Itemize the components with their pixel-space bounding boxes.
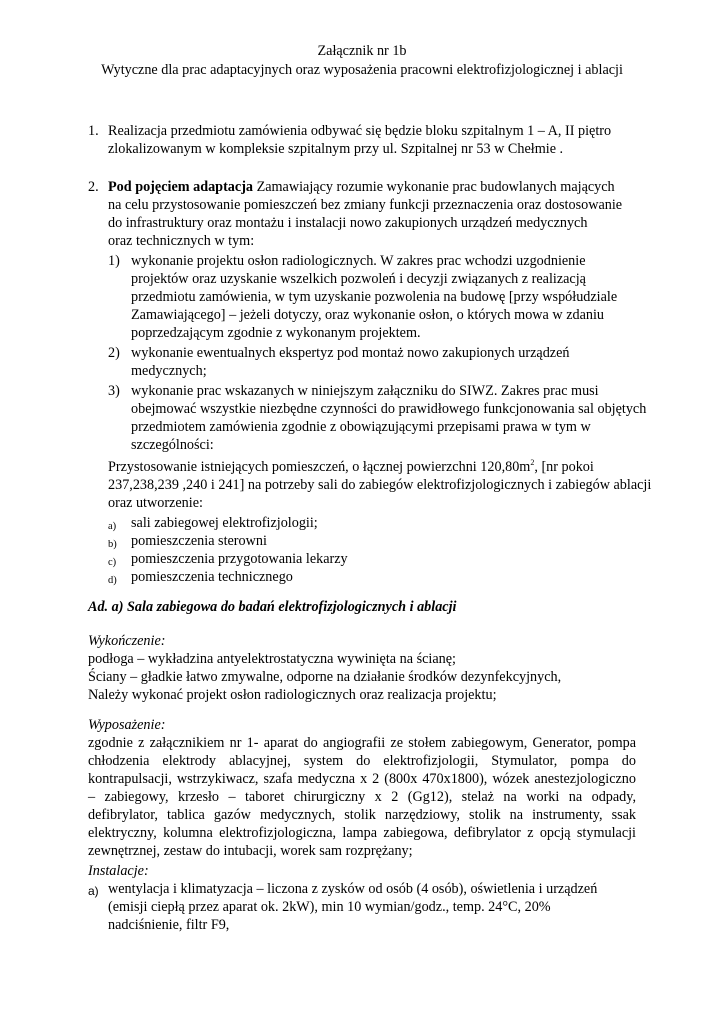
finish-line: Ściany – gładkie łatwo zmywalne, odporne na działanie środków dezynfekcyjnych, bbox=[88, 669, 562, 685]
equipment-line: chłodzenia elektrody ablacyjnej, system do elektrofizjologii, Stymulator, pompa do bbox=[88, 753, 636, 769]
finish-line: Należy wykonać projekt osłon radiologicznych oraz realizacja projektu; bbox=[88, 687, 497, 703]
subsection-label: Wykończenie: bbox=[88, 633, 166, 649]
item1-line: zlokalizowanym w kompleksie szpitalnym przy ul. Szpitalnej nr 53 w Chełmie . bbox=[108, 141, 564, 157]
adaptation-line: 237,238,239 ,240 i 241] na potrzeby sali do zabiegów elektrofizjologicznych i zabiegów ablacji bbox=[108, 477, 652, 493]
subitem-line: przedmiotu zamówienia, w tym uzyskanie pozwolenia na budowę [przy współudziale bbox=[131, 289, 618, 305]
subitem-line: wykonanie ewentualnych ekspertyz pod montaż nowo zakupionych urządzeń bbox=[131, 345, 570, 361]
item2-line bbox=[108, 178, 615, 196]
subitem-line: poprzedzającym zgodnie z wykonanym projektem. bbox=[131, 325, 421, 341]
installation-line: nadciśnienie, filtr F9, bbox=[108, 917, 230, 933]
item2-line: oraz technicznych w tym: bbox=[108, 233, 255, 249]
subitem-line: obejmować wszystkie niezbędne czynności do prawidłowego funkcjonowania sal objętych bbox=[131, 401, 647, 417]
item2-bold-lead: Pod pojęciem adaptacja bbox=[108, 179, 254, 195]
finish-line: podłoga – wykładzina antyelektrostatyczna wywinięta na ścianę; bbox=[88, 651, 456, 667]
equipment-line: elektryczny, kolumna elektrofizjologiczna, lampa zabiegowa, defibrylator z opcją stymulacji bbox=[88, 825, 636, 841]
item2-line: na celu przystosowanie pomieszczeń bez zmiany funkcji przeznaczenia oraz dostosowanie bbox=[108, 197, 623, 213]
room-letter: c) bbox=[108, 557, 117, 568]
equipment-line: zgodnie z załącznikiem nr 1- aparat do angiografii ze stołem zabiegowym, Generator, pompa bbox=[88, 735, 636, 751]
subitem-line: wykonanie prac wskazanych w niniejszym załączniku do SIWZ. Zakres prac musi bbox=[131, 383, 599, 399]
room-item: pomieszczenia sterowni bbox=[131, 533, 267, 549]
adaptation-text: Przystosowanie istniejących pomieszczeń, o łącznej powierzchni 120,80m bbox=[108, 459, 531, 475]
subitem-line: szczególności: bbox=[131, 437, 214, 453]
item-number: 2. bbox=[88, 179, 99, 195]
room-letter: b) bbox=[108, 539, 117, 550]
installation-line: wentylacja i klimatyzacja – liczona z zysków od osób (4 osób), oświetlenia i urządzeń bbox=[108, 881, 598, 897]
section-heading: Ad. a) Sala zabiegowa do badań elektrofizjologicznych i ablacji bbox=[88, 599, 457, 615]
room-item: sali zabiegowej elektrofizjologii; bbox=[131, 515, 318, 531]
subitem-line: projektów oraz uzyskanie wszelkich pozwoleń i decyzji związanych z realizacją bbox=[131, 271, 586, 287]
item2-line1-rest: Zamawiający rozumie wykonanie prac budowlanych mających bbox=[253, 179, 615, 195]
page-title: Załącznik nr 1b bbox=[317, 43, 407, 59]
room-letter: a) bbox=[108, 521, 117, 532]
item2-line: do infrastruktury oraz montażu i instalacji nowo zakupionych urządzeń medycznych bbox=[108, 215, 588, 231]
subitem-line: medycznych; bbox=[131, 363, 207, 379]
equipment-line: defibrylator, tablica gazów medycznych, stolik narzędziowy, stolik na instrumenty, ssak bbox=[88, 807, 636, 823]
equipment-line: kontrapulsacji, wstrzykiwacz, szafa medyczna x 2 (800x 470x1800), wózek anestezjologiczno bbox=[88, 771, 636, 787]
subitem-line: Zamawiającego] – jeżeli dotyczy, oraz wykonanie osłon, o których mowa w zdaniu bbox=[131, 307, 605, 323]
page-subtitle: Wytyczne dla prac adaptacyjnych oraz wyposażenia pracowni elektrofizjologicznej i ablacji bbox=[101, 62, 623, 78]
adaptation-text: , [nr pokoi bbox=[534, 459, 594, 475]
superscript-2: 2 bbox=[530, 458, 535, 467]
subsection-label: Instalacje: bbox=[88, 863, 149, 879]
room-letter: d) bbox=[108, 575, 117, 586]
item1-line: Realizacja przedmiotu zamówienia odbywać się będzie bloku szpitalnym 1 – A, II piętro bbox=[108, 123, 612, 139]
adaptation-line: oraz utworzenie: bbox=[108, 495, 203, 511]
subitem-line: wykonanie projektu osłon radiologicznych. W zakres prac wchodzi uzgodnienie bbox=[131, 253, 586, 269]
subitem-number: 2) bbox=[108, 345, 120, 361]
subsection-label: Wyposażenie: bbox=[88, 717, 166, 733]
installation-letter: a) bbox=[88, 884, 99, 898]
adaptation-line bbox=[108, 458, 594, 476]
item-number: 1. bbox=[88, 123, 99, 139]
subitem-line: przedmiotem zamówienia zgodnie z obowiązującymi przepisami prawa w tym w bbox=[131, 419, 591, 435]
installation-line: (emisji ciepłą przez aparat ok. 2kW), min 10 wymian/godz., temp. 24°C, 20% bbox=[108, 899, 551, 915]
equipment-line: zewnętrznej, zestaw do intubacji, worek sam rozprężany; bbox=[88, 843, 413, 859]
room-item: pomieszczenia technicznego bbox=[131, 569, 293, 585]
subitem-number: 1) bbox=[108, 253, 120, 269]
equipment-line: – zabiegowy, krzesło – taboret chirurgiczny x 2 (Gg12), stelaż na worki na odpady, bbox=[88, 789, 636, 805]
subitem-number: 3) bbox=[108, 383, 120, 399]
room-item: pomieszczenia przygotowania lekarzy bbox=[131, 551, 348, 567]
